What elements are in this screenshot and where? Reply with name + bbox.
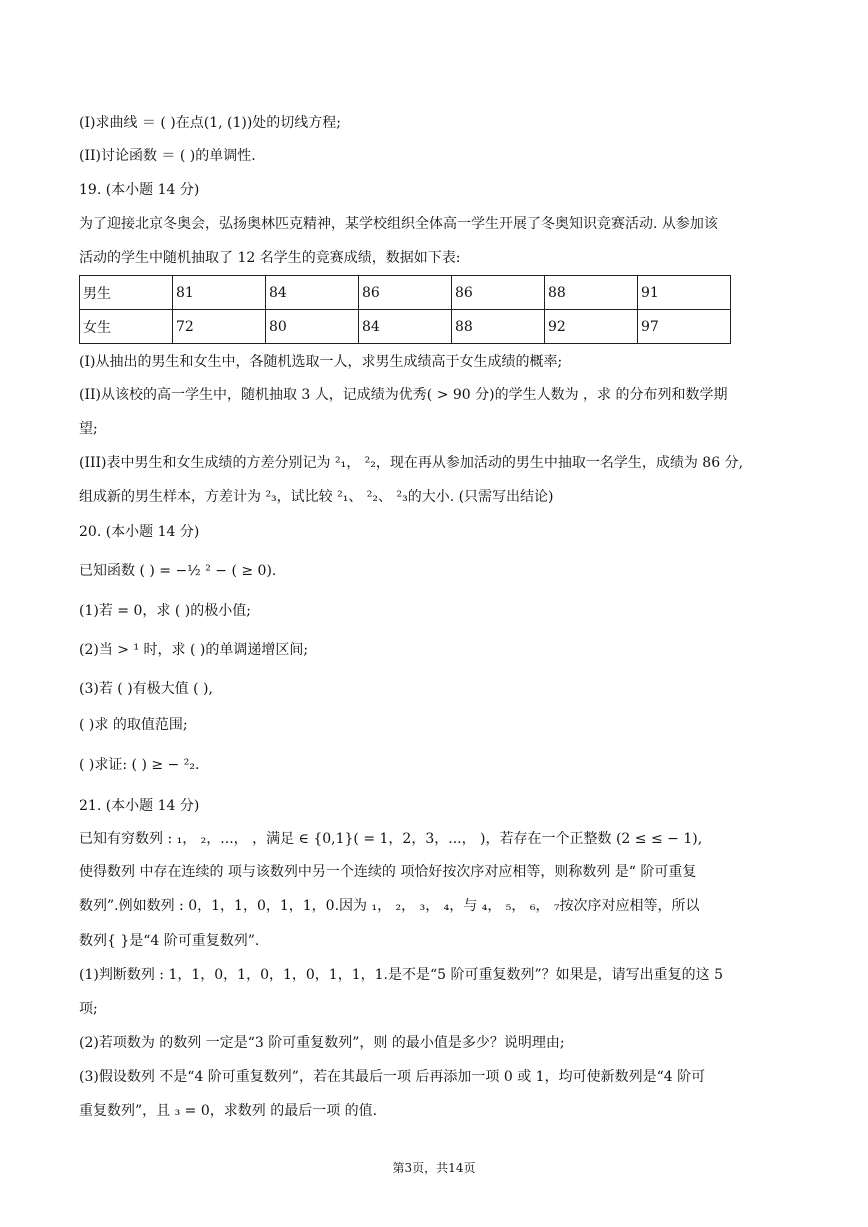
table-cell: 女生 xyxy=(80,310,173,344)
q20-part1: (1)若 = 0，求 ( )的极小值; xyxy=(79,603,251,619)
q19-part3-line2: 组成新的男生样本，方差计为 ²₃，试比较 ²₁、 ²₂、 ²₃的大小. (只需写出结论) xyxy=(79,489,554,505)
q20-part3-ii: ( )求证: ( ) ≥ − ²₂. xyxy=(79,757,200,773)
table-cell: 81 xyxy=(173,276,266,310)
q21-line8: (3)假设数列 不是“4 阶可重复数列”，若在其最后一项 后再添加一项 0 或 1，均可使新数列是“4 阶可 xyxy=(79,1069,706,1085)
q19-intro-line2: 活动的学生中随机抽取了 12 名学生的竞赛成绩，数据如下表: xyxy=(79,250,461,266)
table-cell: 86 xyxy=(452,276,545,310)
table-cell: 88 xyxy=(545,276,638,310)
q19-part2-line1: (II)从该校的高一学生中，随机抽取 3 人，记成绩为优秀( > 90 分)的学生人数为 ，求 的分布列和数学期 xyxy=(79,387,728,403)
table-cell: 88 xyxy=(452,310,545,344)
table-cell: 80 xyxy=(266,310,359,344)
score-table xyxy=(79,275,731,344)
q21-line2: 使得数列 中存在连续的 项与该数列中另一个连续的 项恰好按次序对应相等，则称数列 是“ 阶可重复 xyxy=(79,864,697,880)
table-cell: 92 xyxy=(545,310,638,344)
table-cell: 84 xyxy=(359,310,452,344)
q21-line1: 已知有穷数列 : ₁， ₂，...， ，满足 ∈ {0,1}( = 1，2，3，...， )，若存在一个正整数 (2 ≤ ≤ − 1), xyxy=(79,831,703,847)
q20-part3-i: ( )求 的取值范围; xyxy=(79,717,188,733)
q20-part3: (3)若 ( )有极大值 ( ), xyxy=(79,681,213,697)
q19-part2-line2: 望; xyxy=(79,421,98,437)
q19-part1: (I)从抽出的男生和女生中，各随机选取一人，求男生成绩高于女生成绩的概率; xyxy=(79,354,563,370)
q21-line7: (2)若项数为 的数列 一定是“3 阶可重复数列”，则 的最小值是多少？说明理由; xyxy=(79,1035,565,1051)
q18-part1: (I)求曲线 ＝ ( )在点(1, (1))处的切线方程; xyxy=(79,115,342,131)
q19-part3-line1: (III)表中男生和女生成绩的方差分别记为 ²₁， ²₂，现在再从参加活动的男生中抽取一名学生，成绩为 86 分, xyxy=(79,455,744,471)
table-cell: 84 xyxy=(266,276,359,310)
q20-part2: (2)当 > ¹ 时，求 ( )的单调递增区间; xyxy=(79,642,309,658)
q18-part2: (II)讨论函数 ＝ ( )的单调性. xyxy=(79,148,256,164)
table-cell: 97 xyxy=(638,310,731,344)
page-footer: 第3页，共14页 xyxy=(392,1161,476,1175)
table-cell: 91 xyxy=(638,276,731,310)
q21-line6: 项; xyxy=(79,1001,98,1017)
table-cell: 男生 xyxy=(80,276,173,310)
table-row-male xyxy=(80,276,731,310)
table-cell: 72 xyxy=(173,310,266,344)
table-cell: 86 xyxy=(359,276,452,310)
q21-line5: (1)判断数列 : 1，1，0，1，0，1，0，1，1，1.是不是“5 阶可重复数列”？如果是，请写出重复的这 5 xyxy=(79,967,723,983)
table-row-female xyxy=(80,310,731,344)
q21-line3: 数列”.例如数列 : 0，1，1，0，1，1，0.因为 ₁， ₂， ₃， ₄，与 ₄， ₅， ₆， ₇按次序对应相等，所以 xyxy=(79,898,700,914)
q20-given: 已知函数 ( ) = −½ ² − ( ≥ 0). xyxy=(79,563,277,579)
q19-header: 19. (本小题 14 分) xyxy=(79,182,200,198)
q19-intro-line1: 为了迎接北京冬奥会，弘扬奥林匹克精神，某学校组织全体高一学生开展了冬奥知识竞赛活动. 从参加该 xyxy=(79,216,718,232)
q21-line9: 重复数列”，且 ₃ = 0，求数列 的最后一项 的值. xyxy=(79,1103,378,1119)
q21-line4: 数列{ }是“4 阶可重复数列”. xyxy=(79,933,260,949)
q20-header: 20. (本小题 14 分) xyxy=(79,524,200,540)
q21-header: 21. (本小题 14 分) xyxy=(79,798,200,814)
